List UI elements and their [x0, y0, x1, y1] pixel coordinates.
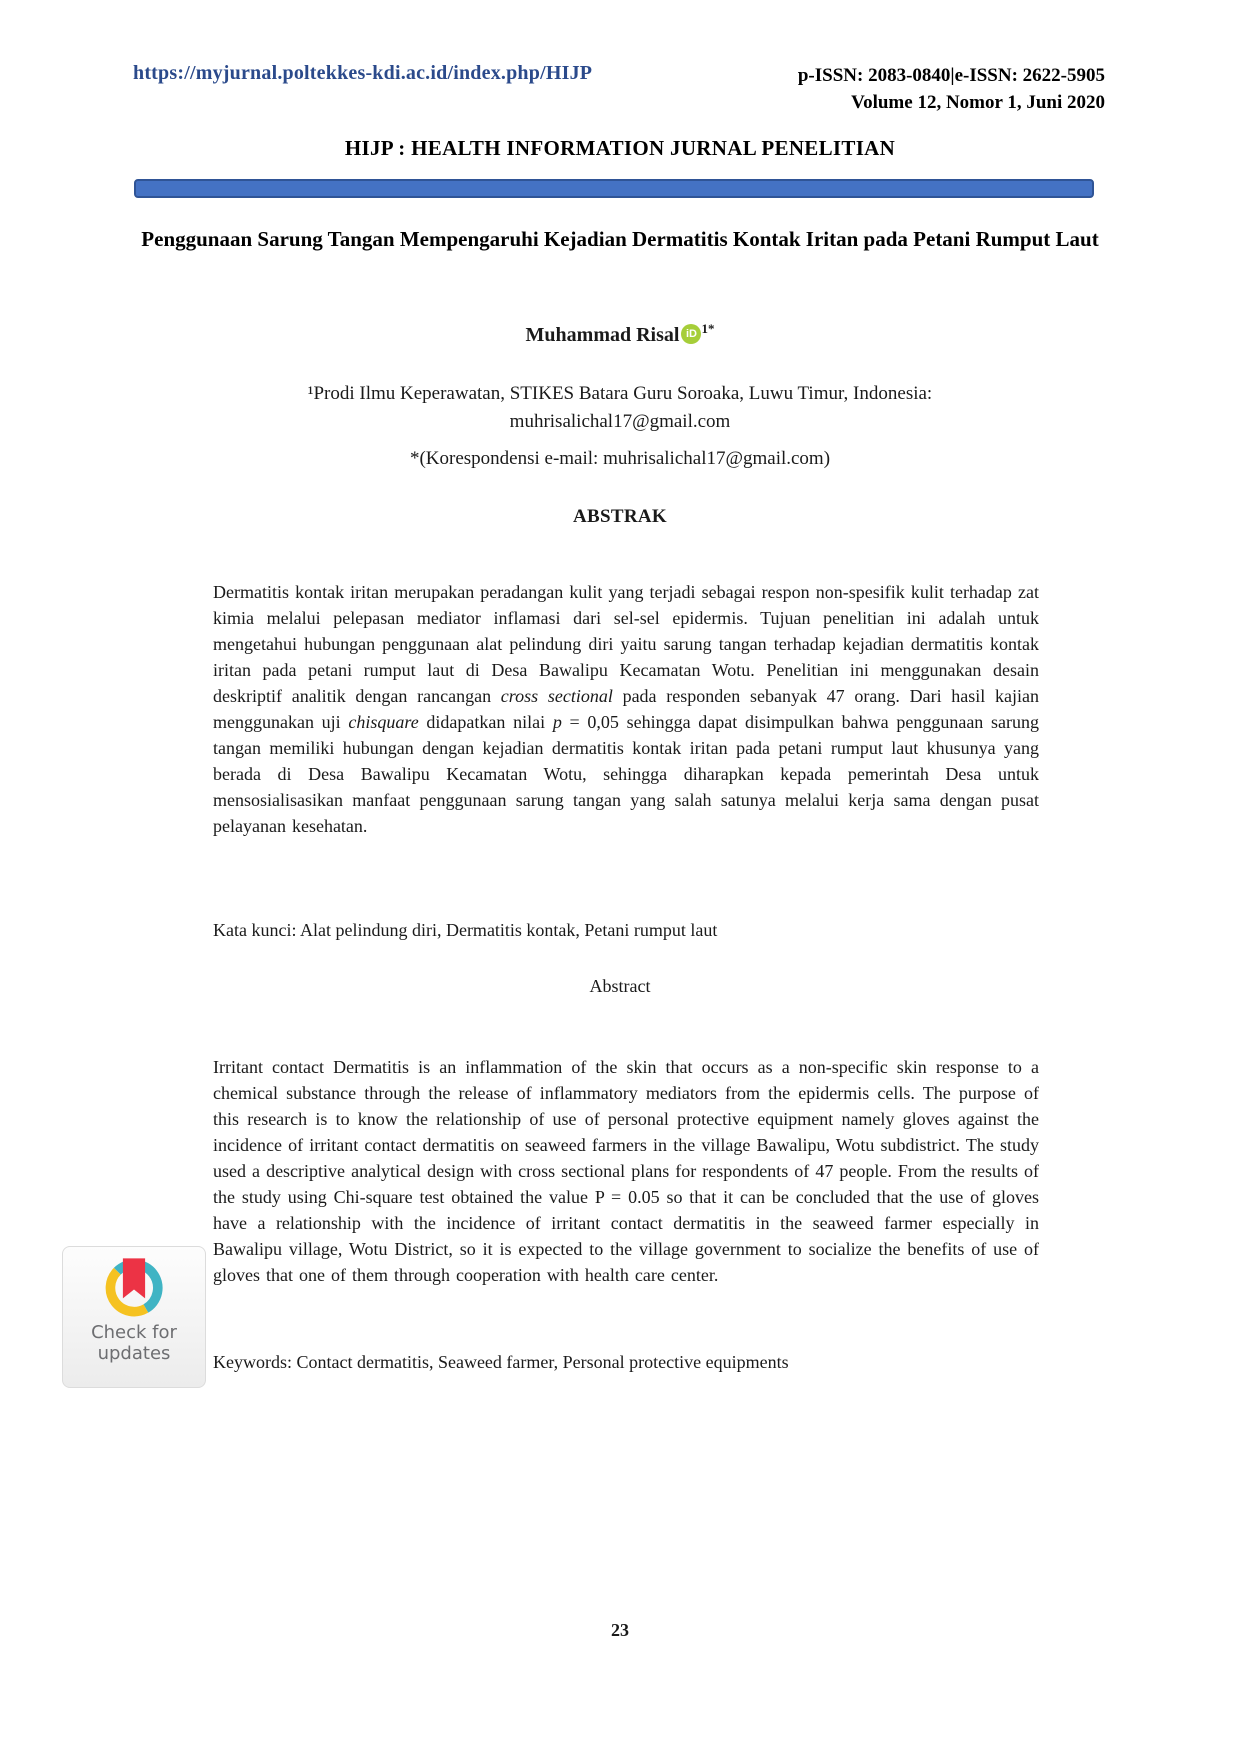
- crossmark-check-updates-badge[interactable]: [62, 1246, 206, 1388]
- abstrak-paragraph: Dermatitis kontak iritan merupakan peradangan kulit yang terjadi sebagai respon non-spesifik kulit terhadap zat kimia melalui pelepasan mediator inflamasi dari sel-sel epidermis. Tujuan penelitian ini adalah untuk mengetahui hubungan penggunaan alat pelindung diri yaitu sarung tangan terhadap kejadian dermatitis kontak iritan pada petani rumput laut di Desa Bawalipu Kecamatan Wotu. Penelitian ini menggunakan desain deskriptif analitik dengan rancangan cross sectional pada responden sebanyak 47 orang. Dari hasil kajian menggunakan uji chisquare didapatkan nilai p = 0,05 sehingga dapat disimpulkan bahwa penggunaan sarung tangan memiliki hubungan dengan kejadian dermatitis kontak iritan pada petani rumput laut khusunya yang berada di Desa Bawalipu Kecamatan Wotu, sehingga diharapkan kepada pemerintah Desa untuk mensosialisasikan manfaat penggunaan sarung tangan yang salah satunya melalui kerja sama dengan pusat pelayanan kesehatan.: [213, 582, 1040, 836]
- author-name: Muhammad Risal: [525, 324, 680, 346]
- abstrak-heading: ABSTRAK: [573, 506, 667, 527]
- crossmark-bookmark-icon: [123, 1258, 145, 1298]
- author-affiliation-marker: 1*: [701, 321, 715, 336]
- journal-url-link[interactable]: https://myjurnal.poltekkes-kdi.ac.id/index.php/HIJP: [133, 62, 593, 84]
- orcid-id-icon[interactable]: iD: [681, 324, 701, 344]
- affiliation-block: [140, 380, 1100, 436]
- keywords-line: Keywords: Contact dermatitis, Seaweed farmer, Personal protective equipments: [213, 1352, 789, 1372]
- crossmark-label: Check for updates: [91, 1322, 177, 1364]
- kata-kunci-line: Kata kunci: Alat pelindung diri, Dermatitis kontak, Petani rumput laut: [213, 920, 718, 940]
- correspondence-line: *(Korespondensi e-mail: muhrisalichal17@gmail.com): [409, 448, 831, 469]
- abstract-en-heading: Abstract: [589, 976, 651, 996]
- issn-block: [798, 62, 1105, 116]
- issn-line: p-ISSN: 2083-0840|e-ISSN: 2622-5905: [797, 65, 1105, 86]
- volume-line: Volume 12, Nomor 1, Juni 2020: [851, 92, 1105, 113]
- article-title: Penggunaan Sarung Tangan Mempengaruhi Kejadian Dermatitis Kontak Iritan pada Petani Rumput Laut: [141, 227, 1099, 251]
- abstract-en-paragraph: Irritant contact Dermatitis is an inflammation of the skin that occurs as a non-specific skin response to a chemical substance through the release of inflammatory mediators from the epidermis cells. The purpose of this research is to know the relationship of use of personal protective equipment namely gloves against the incidence of irritant contact dermatitis on seaweed farmers in the village Bawalipu, Wotu subdistrict. The study used a descriptive analytical design with cross sectional plans for respondents of 47 people. From the results of the study using Chi-square test obtained the value P = 0.05 so that it can be concluded that the use of gloves have a relationship with the incidence of irritant contact dermatitis in the seaweed farmer especially in Bawalipu village, Wotu District, so it is expected to the village government to socialize the benefits of use of gloves that one of them through cooperation with health care center.: [213, 1057, 1039, 1285]
- crossmark-logo-icon: [97, 1251, 171, 1325]
- page-number: 23: [611, 1620, 629, 1640]
- affiliation-email: muhrisalichal17@gmail.com: [509, 411, 731, 432]
- journal-title: HIJP : HEALTH INFORMATION JURNAL PENELITIAN: [344, 136, 896, 160]
- header-divider-bar: [134, 179, 1094, 198]
- author-line: [0, 321, 1240, 347]
- affiliation-line: ¹Prodi Ilmu Keperawatan, STIKES Batara Guru Soroaka, Luwu Timur, Indonesia:: [307, 383, 933, 404]
